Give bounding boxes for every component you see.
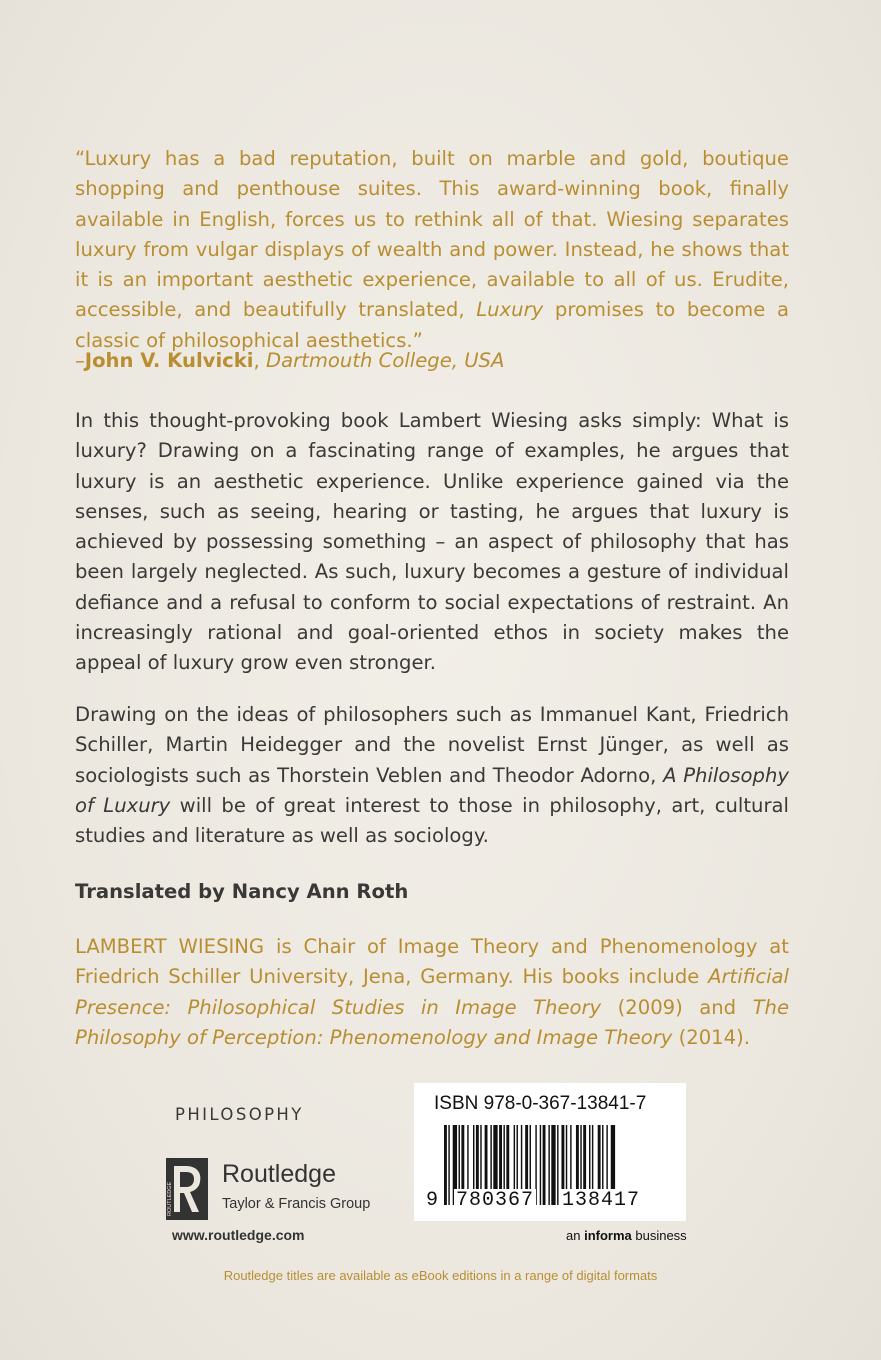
barcode-digits-left: 780367 [456,1189,535,1212]
barcode-bar [551,1125,555,1205]
translator-credit: Translated by Nancy Ann Roth [75,880,409,903]
routledge-logo-icon [166,1158,208,1220]
attribution-dash: – [75,349,85,372]
book-ideas-paragraph [75,700,789,851]
barcode-bar [448,1125,449,1205]
ideas-text: Drawing on the ideas of philosophers such as Immanuel Kant, Friedrich Schiller, Martin Heidegger and the novelist Ernst Jünger, as well as sociologists such as Thorstein Veblen and Theodor Adorno, [75,703,789,787]
isbn-label: ISBN 978-0-367-13841-7 [434,1093,647,1114]
bio-text: LAMBERT WIESING is Chair of Image Theory and Phenomenology at Friedrich Schiller University, Jena, Germany. His books include [75,935,789,989]
barcode-bar [557,1125,558,1205]
barcode-digits-right: 138417 [562,1189,641,1212]
bio-text-mid: (2009) and [601,995,753,1019]
barcode-bar [444,1125,447,1205]
ideas-book-title: A Philosophy of Luxury [75,763,789,817]
publisher-logo [166,1158,381,1222]
bio-book-2: The Philosophy of Perception: Phenomenology and Image Theory [75,995,790,1049]
publisher-name: Routledge [222,1160,336,1188]
subject-category: PHILOSOPHY [175,1105,304,1124]
barcode-bar [548,1125,549,1205]
informa-business-tagline: an informa business [566,1228,687,1243]
quote-text: “Luxury has a bad reputation, built on marble and gold, boutique shopping and penthouse suites. This award-winning book, finally available in English, forces us to rethink all of that. Wiesing separates luxury from vulgar displays of wealth and power. Instead, he shows that it is an important aesthetic experience, available to all of us. Erudite, accessible, and beautifully translated, [75,147,789,322]
informa-name: informa [584,1228,632,1243]
quote-book-title: Luxury [476,298,544,322]
isbn-barcode-block [414,1083,686,1221]
ideas-text-end: will be of great interest to those in philosophy, art, cultural studies and literature as well as sociology. [75,793,789,848]
endorsement-quote [75,144,789,356]
publisher-group: Taylor & Francis Group [222,1196,371,1212]
book-description: In this thought-provoking book Lambert Wiesing asks simply: What is luxury? Drawing on a fascinating range of examples, he argues that luxury is an aesthetic experience. Unlike experience gained via the senses, such as seeing, hearing or tasting, he argues that luxury is achieved by possessing something – an aspect of philosophy that has been largely neglected. As such, luxury becomes a gesture of individual defiance and a refusal to conform to social expectations of restraint. An increasingly rational and goal-oriented ethos in society makes the appeal of luxury grow even stronger. [75,409,789,675]
logo-vertical-text: ROUTLEDGE [167,1181,173,1216]
bio-book-1: Artificial Presence: Philosophical Studies in Image Theory [75,965,789,1019]
quote-affiliation: Dartmouth College, USA [266,349,505,372]
barcode-bar [543,1125,546,1205]
barcode-digit-first: 9 [426,1189,439,1212]
barcode-bar [540,1125,541,1205]
ebook-availability-note: Routledge titles are available as eBook editions in a range of digital formats [223,1268,658,1283]
quote-text-end: promises to become a classic of philosophical aesthetics.” [75,298,789,352]
publisher-website[interactable]: www.routledge.com [172,1227,305,1243]
quote-attribution: –John V. Kulvicki, Dartmouth College, USA [75,349,505,372]
bio-text-end: (2014). [672,1025,750,1049]
author-bio [75,932,789,1053]
quote-author: John V. Kulvicki [84,349,254,372]
